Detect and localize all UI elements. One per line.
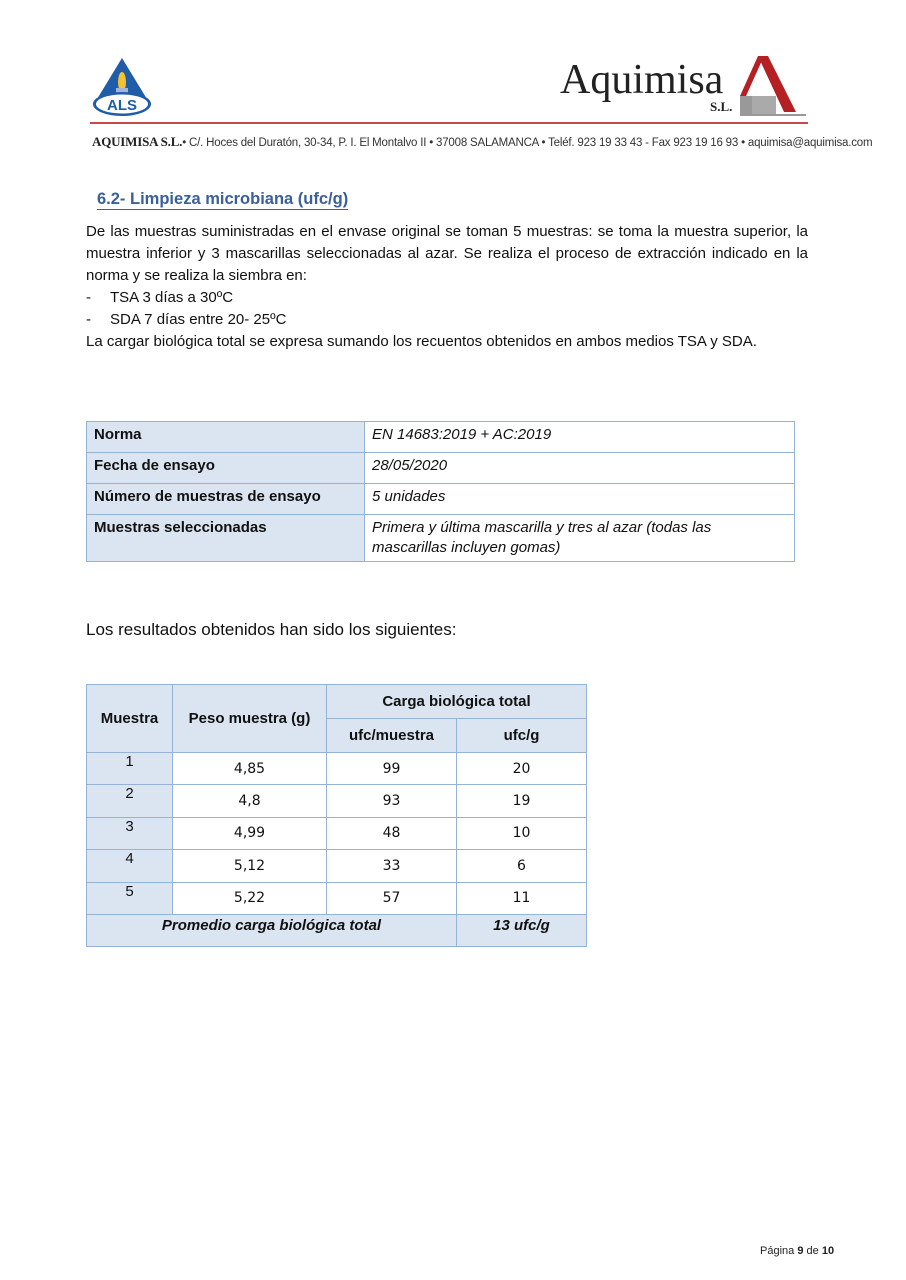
ufc-g-cell: 20	[457, 753, 587, 785]
ufc-sample-cell: 57	[327, 882, 457, 914]
sample-cell: 2	[87, 785, 173, 817]
row-value: 28/05/2020	[365, 453, 795, 484]
table-row	[87, 515, 795, 562]
header-per-g: ufc/g	[457, 719, 587, 753]
weight-cell: 4,8	[173, 785, 327, 817]
page-number: Página 9 de 10	[760, 1245, 835, 1257]
sample-cell: 4	[87, 850, 173, 882]
svg-text:ALS: ALS	[107, 97, 137, 114]
table-row	[87, 484, 795, 515]
company-address	[92, 134, 872, 150]
average-value: 13 ufc/g	[457, 914, 587, 946]
company-name: AQUIMISA S.L.	[92, 134, 183, 149]
sample-cell: 3	[87, 817, 173, 849]
list-item: - TSA 3 días a 30ºC	[86, 287, 808, 309]
test-info-table	[86, 421, 795, 562]
table-row	[87, 817, 587, 849]
header-weight: Peso muestra (g)	[173, 685, 327, 753]
average-row	[87, 914, 587, 946]
ufc-sample-cell: 93	[327, 785, 457, 817]
ufc-g-cell: 11	[457, 882, 587, 914]
table-row	[87, 453, 795, 484]
brand-name: Aquimisa	[560, 57, 724, 103]
row-value: Primera y última mascarilla y tres al azar (todas las mascarillas incluyen gomas)	[365, 515, 795, 562]
ufc-g-cell: 6	[457, 850, 587, 882]
address-text: • C/. Hoces del Duratón, 30-34, P. I. El Montalvo II • 37008 SALAMANCA • Teléf. 923 19 33 43 - Fax 923 19 16 93 • aquimisa@aquimisa.com	[182, 137, 873, 149]
paragraph: De las muestras suministradas en el envase original se toman 5 muestras: se toma la muestra superior, la muestra inferior y 3 mascarillas seleccionadas al azar. Se realiza el proceso de extracción indicado en la norma y se realiza la siembra en:	[86, 223, 808, 284]
paragraph: La cargar biológica total se expresa sumando los recuentos obtenidos en ambos medios TSA y SDA.	[86, 333, 757, 350]
table-row	[87, 882, 587, 914]
aquimisa-logo	[560, 56, 810, 120]
section-body	[86, 221, 808, 353]
header-sample: Muestra	[87, 685, 173, 753]
weight-cell: 5,12	[173, 850, 327, 882]
ufc-g-cell: 10	[457, 817, 587, 849]
row-value: EN 14683:2019 + AC:2019	[365, 422, 795, 453]
ufc-sample-cell: 33	[327, 850, 457, 882]
ufc-sample-cell: 48	[327, 817, 457, 849]
header-group: Carga biológica total	[327, 685, 587, 719]
row-key: Fecha de ensayo	[87, 453, 365, 484]
ufc-g-cell: 19	[457, 785, 587, 817]
header-rule	[90, 122, 808, 124]
list-item-text: SDA 7 días entre 20- 25ºC	[110, 311, 287, 328]
sample-cell: 1	[87, 753, 173, 785]
weight-cell: 4,85	[173, 753, 327, 785]
results-intro: Los resultados obtenidos han sido los siguientes:	[86, 620, 457, 639]
weight-cell: 4,99	[173, 817, 327, 849]
table-row	[87, 850, 587, 882]
table-row	[87, 422, 795, 453]
row-value: 5 unidades	[365, 484, 795, 515]
als-logo	[90, 56, 154, 123]
table-row	[87, 753, 587, 785]
list-item: - SDA 7 días entre 20- 25ºC	[86, 309, 808, 331]
row-key: Norma	[87, 422, 365, 453]
table-row	[87, 785, 587, 817]
section-title: 6.2- Limpieza microbiana (ufc/g)	[97, 190, 349, 208]
brand-suffix: S.L.	[710, 99, 733, 114]
average-label: Promedio carga biológica total	[87, 914, 457, 946]
weight-cell: 5,22	[173, 882, 327, 914]
ufc-sample-cell: 99	[327, 753, 457, 785]
list-item-text: TSA 3 días a 30ºC	[110, 289, 234, 306]
sample-cell: 5	[87, 882, 173, 914]
results-table	[86, 684, 587, 947]
row-key: Número de muestras de ensayo	[87, 484, 365, 515]
row-key: Muestras seleccionadas	[87, 515, 365, 562]
header-per-sample: ufc/muestra	[327, 719, 457, 753]
